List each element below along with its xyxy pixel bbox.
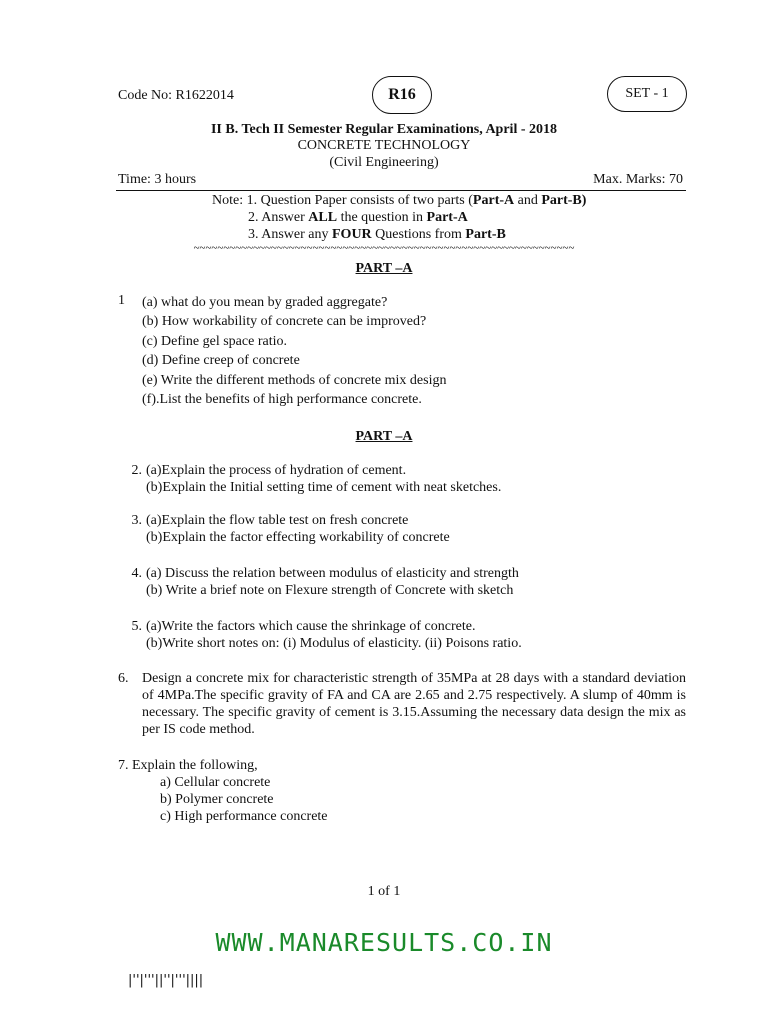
question-5b: (b)Write short notes on: (i) Modulus of elasticity. (ii) Poisons ratio.: [146, 636, 522, 651]
question-1d: (d) Define creep of concrete: [142, 353, 300, 369]
question-4a: (a) Discuss the relation between modulus of elasticity and strength: [146, 566, 519, 581]
note-line-3: 3. Answer any FOUR Questions from Part-B: [248, 227, 506, 242]
time-label: Time: 3 hours: [118, 172, 197, 187]
question-3b: (b)Explain the factor effecting workability of concrete: [146, 530, 450, 545]
question-7c: c) High performance concrete: [160, 809, 328, 824]
separator-line: ~~~~~~~~~~~~~~~~~~~~~~~~~~~~~~~~~~~~~~~~~~~~~~~~~~~~~~~~~~~~~~~~: [193, 242, 575, 254]
question-number: 3.: [131, 513, 142, 528]
question-number: 5.: [131, 619, 142, 634]
question-number: 2.: [131, 463, 142, 478]
question-1a: (a) what do you mean by graded aggregate?: [142, 295, 388, 310]
question-4b: (b) Write a brief note on Flexure strength of Concrete with sketch: [146, 583, 514, 598]
question-1f: (f).List the benefits of high performance concrete.: [142, 392, 422, 408]
regulation-badge: R16: [372, 76, 432, 114]
part-a-heading-wrap: [0, 261, 768, 277]
question-number: 4.: [131, 566, 142, 581]
note-line-2: 2. Answer ALL the question in Part-A: [248, 210, 468, 225]
question-7b: b) Polymer concrete: [160, 792, 274, 807]
question-1b: (b) How workability of concrete can be improved?: [142, 314, 427, 330]
question-7: [118, 757, 328, 825]
max-marks-label: Max. Marks: 70: [593, 172, 683, 187]
question-3a: (a)Explain the flow table test on fresh concrete: [146, 513, 409, 528]
set-badge: SET - 1: [607, 76, 687, 112]
code-number: Code No: R1622014: [118, 88, 234, 103]
question-number: 1: [118, 293, 125, 308]
subject-title: CONCRETE TECHNOLOGY: [297, 138, 471, 153]
question-2a: (a)Explain the process of hydration of cement.: [146, 463, 407, 478]
question-6-text: Design a concrete mix for characteristic strength of 35MPa at 28 days with a standard deviation of 4MPa.The specific gravity of FA and CA are 2.65 and 2.75 respectively. A slump of 40mm is necessary. The specific gravity of cement is 3.15.Assuming the necessary data design the mix as per IS code method.: [142, 671, 686, 737]
instructions-note: [212, 192, 586, 243]
part-b-heading-wrap: [0, 429, 768, 445]
question-5a: (a)Write the factors which cause the shrinkage of concrete.: [146, 619, 476, 634]
question-7-stem: 7. Explain the following,: [118, 758, 258, 773]
question-1c: (c) Define gel space ratio.: [142, 333, 287, 349]
page-number: 1 of 1: [367, 884, 401, 899]
branch-title: (Civil Engineering): [329, 155, 439, 170]
question-2b: (b)Explain the Initial setting time of cement with neat sketches.: [146, 480, 502, 495]
question-1e: (e) Write the different methods of concrete mix design: [142, 372, 447, 388]
exam-title: II B. Tech II Semester Regular Examinations, April - 2018: [210, 122, 557, 137]
note-line-1: Note: 1. Question Paper consists of two parts (Part-A and Part-B): [212, 193, 587, 208]
question-number: 6.: [118, 671, 129, 686]
barcode: |''|'''||''|'''||||: [128, 973, 204, 988]
part-b-heading: PART –A: [355, 429, 413, 444]
header-divider: [116, 190, 686, 191]
question-7a: a) Cellular concrete: [160, 775, 271, 790]
footer-url: WWW.MANARESULTS.CO.IN: [215, 928, 553, 957]
part-a-heading: PART –A: [355, 261, 413, 276]
